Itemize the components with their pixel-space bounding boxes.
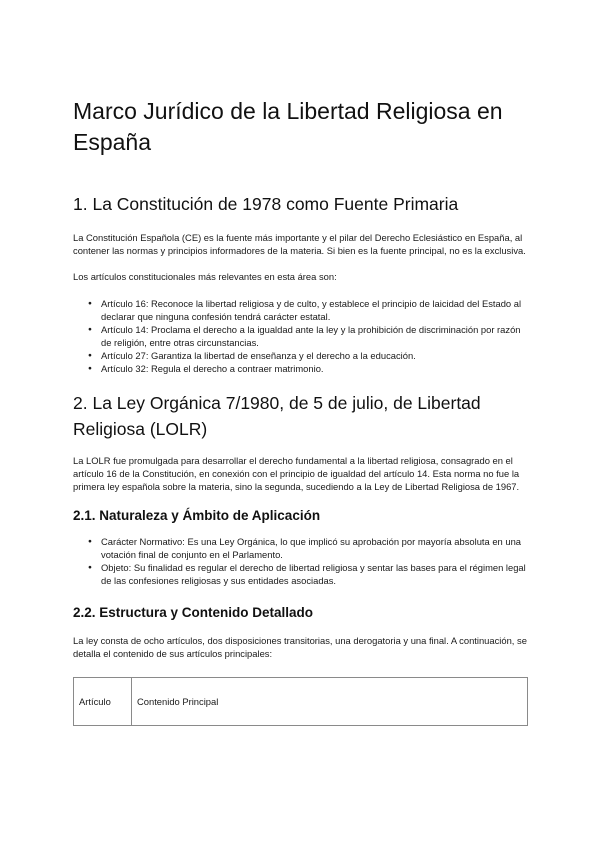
subsection-2-1-heading: 2.1. Naturaleza y Ámbito de Aplicación	[73, 508, 321, 524]
section-1-paragraph-2: Los artículos constitucionales más relevantes en esta área son:	[73, 271, 337, 283]
list-item: ● Objeto: Su finalidad es regular el derecho de libertad religiosa y sentar las bases para el régimen legal de las confesiones religiosas y sus entidades asociadas.	[73, 561, 528, 587]
list-item: ● Artículo 32: Regula el derecho a contraer matrimonio.	[73, 362, 528, 375]
articles-table	[73, 677, 528, 726]
table-header-row	[74, 677, 528, 725]
table-header-cell: Contenido Principal	[132, 677, 528, 725]
list-item: ● Carácter Normativo: Es una Ley Orgánica, lo que implicó su aprobación por mayoría absoluta en una votación final de conjunto en el Parlamento.	[73, 535, 528, 561]
table-header-cell: Artículo	[74, 677, 132, 725]
section-1-article-list	[73, 297, 528, 375]
list-item: ● Artículo 14: Proclama el derecho a la igualdad ante la ley y la prohibición de discriminación por razón de religión, entre otras circunstancias.	[73, 323, 528, 349]
document-content	[73, 96, 528, 726]
subsection-2-1-list	[73, 535, 528, 587]
section-1-heading: 1. La Constitución de 1978 como Fuente Primaria	[73, 194, 459, 214]
section-1-paragraph-1: La Constitución Española (CE) es la fuente más importante y el pilar del Derecho Eclesiástico en España, al contener las normas y principios informadores de la materia. Si bien es la fuente principal, no es la exclusiva.	[73, 232, 526, 257]
document-title: Marco Jurídico de la Libertad Religiosa en España	[73, 98, 503, 155]
section-2-paragraph-1: La LOLR fue promulgada para desarrollar el derecho fundamental a la libertad religiosa, consagrado en el artículo 16 de la Constitución, en conexión con el principio de igualdad del artículo 14. Esta norma no fue la primera ley española sobre la materia, sino la segunda, sucediendo a la Ley de Libertad Religiosa de 1967.	[73, 454, 520, 493]
list-item: ● Artículo 16: Reconoce la libertad religiosa y de culto, y establece el principio de laicidad del Estado al declarar que ninguna confesión tendrá carácter estatal.	[73, 297, 528, 323]
subsection-2-2-heading: 2.2. Estructura y Contenido Detallado	[73, 605, 314, 621]
subsection-2-2-paragraph: La ley consta de ocho artículos, dos disposiciones transitorias, una derogatoria y una final. A continuación, se detalla el contenido de sus artículos principales:	[73, 635, 527, 660]
list-item: ● Artículo 27: Garantiza la libertad de enseñanza y el derecho a la educación.	[73, 349, 528, 362]
section-2-heading: 2. La Ley Orgánica 7/1980, de 5 de julio, de Libertad Religiosa (LOLR)	[73, 392, 481, 439]
